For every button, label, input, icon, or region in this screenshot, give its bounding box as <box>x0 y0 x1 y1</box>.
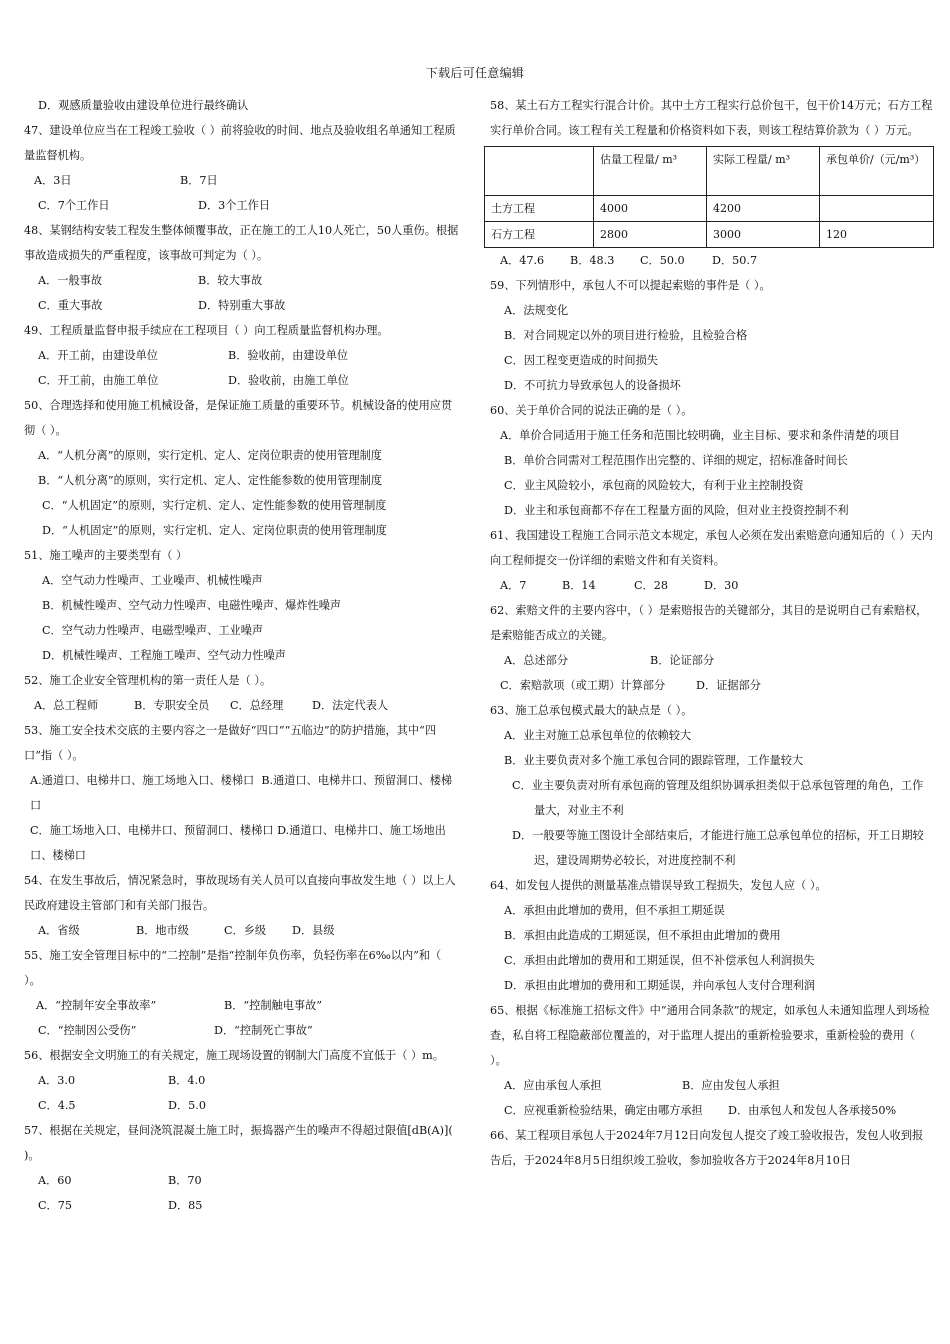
page-header: 下载后可任意编辑 <box>425 66 525 80</box>
option-b: B.通道口、电梯井口、预留洞口、楼梯口 <box>30 774 453 812</box>
option-c: C．业主要负责对所有承包商的管理及组织协调承担类似于总承包管理的角色，工作量大，对业主不利 <box>512 779 924 817</box>
options-48-ab <box>24 268 460 293</box>
options-57-cd <box>24 1193 460 1218</box>
option-a: A．业主对施工总承包单位的依赖较大 <box>504 729 692 742</box>
option-c: C．重大事故 <box>38 299 103 312</box>
question-56: 56、根据安全文明施工的有关规定，施工现场设置的钢制大门高度不宜低于（ ）m。 <box>24 1049 444 1062</box>
table-header-cell: 估量工程量/ m³ <box>594 147 707 196</box>
option-d: D．“控制死亡事故” <box>214 1024 313 1037</box>
table-header-cell: 承包单价/（元/m³） <box>820 147 934 196</box>
options-47-ab <box>24 168 460 193</box>
option-b: B．70 <box>168 1174 202 1187</box>
table-header-row <box>485 147 934 196</box>
option-b: B．单价合同需对工程范围作出完整的、详细的规定，招标准备时间长 <box>504 454 848 467</box>
price-table <box>484 146 934 248</box>
options-53-cd <box>24 818 460 868</box>
option-d: D.通道口、电梯井口、施工场地出口、楼梯口 <box>30 824 446 862</box>
table-header-cell: 实际工程量/ m³ <box>707 147 820 196</box>
option-b: B．对合同规定以外的项目进行检验，且检验合格 <box>504 329 748 342</box>
question-52: 52、施工企业安全管理机构的第一责任人是（ ）。 <box>24 674 272 687</box>
question-65: 65、根据《标准施工招标文件》中“通用合同条款”的规定，如承包人未通知监理人到场检查，私自将工程隐蔽部位覆盖的，对于监理人提出的重新检验要求，重新检验的费用（ ）。 <box>490 1004 930 1067</box>
question-61: 61、我国建设工程施工合同示范文本规定，承包人必须在发出索赔意向通知后的（ ）天内向工程师提交一份详细的索赔文件和有关资料。 <box>490 529 933 567</box>
option-d: D．承担由此增加的费用和工期延误，并向承包人支付合理利润 <box>504 979 816 992</box>
option-c: C．业主风险较小，承包商的风险较大，有利于业主控制投资 <box>504 479 804 492</box>
table-cell: 4000 <box>594 196 707 222</box>
option-a: A．总述部分 <box>504 654 569 667</box>
options-47-cd <box>24 193 460 218</box>
option-c: C．因工程变更造成的时间损失 <box>504 354 658 367</box>
option-a: A．“人机分离”的原则，实行定机、定人、定岗位职责的使用管理制度 <box>38 449 382 462</box>
option-d: D．机械性噪声、工程施工噪声、空气动力性噪声 <box>42 649 286 662</box>
question-59: 59、下列情形中，承包人不可以提起索赔的事件是（ ）。 <box>490 279 771 292</box>
option-d: D．50.7 <box>712 254 758 267</box>
table-cell: 2800 <box>594 222 707 248</box>
option-c: C．50.0 <box>640 254 685 267</box>
options-54 <box>24 918 460 943</box>
option-a: A．省级 <box>38 924 80 937</box>
question-64: 64、如发包人提供的测量基准点错误导致工程损失，发包人应（ ）。 <box>490 879 827 892</box>
table-header-cell <box>485 147 594 196</box>
option-d: D．5.0 <box>168 1099 206 1112</box>
options-56-cd <box>24 1093 460 1118</box>
options-48-cd <box>24 293 460 318</box>
option-b: B．“控制触电事故” <box>224 999 322 1012</box>
question-62: 62、索赔文件的主要内容中，（ ）是索赔报告的关键部分，其目的是说明自己有索赔权，是索赔能否成立的关键。 <box>490 604 928 642</box>
option-c: C．开工前，由施工单位 <box>38 374 159 387</box>
question-55: 55、施工安全管理目标中的“二控制”是指“控制年负伤率，负轻伤率在6‰以内”和（ ）。 <box>24 949 442 987</box>
option-b: B．验收前，由建设单位 <box>228 349 349 362</box>
option-d-46: D．观感质量验收由建设单位进行最终确认 <box>38 99 249 112</box>
options-61 <box>490 573 933 598</box>
option-d: D．法定代表人 <box>312 699 389 712</box>
option-d: D．30 <box>704 579 739 592</box>
option-a: A．应由承包人承担 <box>504 1079 602 1092</box>
question-50: 50、合理选择和使用施工机械设备，是保证施工质量的重要环节。机械设备的使用应贯彻（ ）。 <box>24 399 453 437</box>
question-63: 63、施工总承包模式最大的缺点是（ ）。 <box>490 704 693 717</box>
options-55-cd <box>24 1018 460 1043</box>
table-row <box>485 196 934 222</box>
table-cell: 石方工程 <box>485 222 594 248</box>
option-a: A．空气动力性噪声、工业噪声、机械性噪声 <box>42 574 263 587</box>
option-d: D．特别重大事故 <box>198 299 286 312</box>
options-58 <box>490 248 933 273</box>
question-54: 54、在发生事故后，情况紧急时，事故现场有关人员可以直接向事故发生地（ ）以上人民政府建设主管部门和有关部门报告。 <box>24 874 456 912</box>
option-a: A.通道口、电梯井口、施工场地入口、楼梯口 <box>30 774 255 787</box>
option-c: C．7个工作日 <box>38 199 110 212</box>
table-row <box>485 222 934 248</box>
option-b: B．承担由此造成的工期延误，但不承担由此增加的费用 <box>504 929 781 942</box>
options-49-ab <box>24 343 460 368</box>
table-cell: 120 <box>820 222 934 248</box>
table-cell <box>820 196 934 222</box>
option-b: B．4.0 <box>168 1074 206 1087</box>
question-47: 47、建设单位应当在工程竣工验收（ ）前将验收的时间、地点及验收组名单通知工程质量监督机构。 <box>24 124 456 162</box>
table-cell: 3000 <box>707 222 820 248</box>
options-62-ab <box>490 648 933 673</box>
option-b: B．较大事故 <box>198 274 263 287</box>
option-b: B．专职安全员 <box>134 699 210 712</box>
option-b: B．业主要负责对多个施工承包合同的跟踪管理，工作量较大 <box>504 754 804 767</box>
question-51: 51、施工噪声的主要类型有（ ） <box>24 549 188 562</box>
question-57: 57、根据在关规定，昼间浇筑混凝土施工时，振捣器产生的噪声不得超过限值[dB(A)]( )。 <box>24 1124 453 1162</box>
option-c: C．应视重新检验结果，确定由哪方承担 <box>504 1104 703 1117</box>
option-d: D．“人机固定”的原则，实行定机、定人、定岗位职责的使用管理制度 <box>42 524 387 537</box>
option-b: B．论证部分 <box>650 654 715 667</box>
option-a: A．3.0 <box>38 1074 76 1087</box>
options-65-cd <box>490 1098 933 1123</box>
option-c: C．总经理 <box>230 699 284 712</box>
option-d: D．证据部分 <box>696 679 761 692</box>
option-c: C．4.5 <box>38 1099 76 1112</box>
option-c: C．乡级 <box>224 924 267 937</box>
question-60: 60、关于单价合同的说法正确的是（ ）。 <box>490 404 693 417</box>
option-a: A．“控制年安全事故率” <box>36 999 157 1012</box>
option-b: B．应由发包人承担 <box>682 1079 780 1092</box>
options-56-ab <box>24 1068 460 1093</box>
question-58: 58、某土石方工程实行混合计价。其中土方工程实行总价包干，包干价14万元；石方工程实行单价合同。该工程有关工程量和价格资料如下表，则该工程结算价款为（ ）万元。 <box>490 99 933 137</box>
option-a: A．60 <box>38 1174 72 1187</box>
option-c: C．“人机固定”的原则，实行定机、定人、定性能参数的使用管理制度 <box>42 499 387 512</box>
question-66: 66、某工程项目承包人于2024年7月12日向发包人提交了竣工验收报告，发包人收到报告后，于2024年8月5日组织竣工验收，参加验收各方于2024年8月10日 <box>490 1129 924 1167</box>
options-53-ab <box>24 768 460 818</box>
right-column <box>490 93 933 1173</box>
option-b: B．“人机分离”的原则，实行定机、定人、定性能参数的使用管理制度 <box>38 474 383 487</box>
option-a: A．总工程师 <box>34 699 99 712</box>
option-c: C．“控制因公受伤” <box>38 1024 137 1037</box>
option-c: C．75 <box>38 1199 72 1212</box>
option-c: C．28 <box>634 579 668 592</box>
option-b: B．7日 <box>180 174 218 187</box>
option-d: D．县级 <box>292 924 335 937</box>
option-c: C．施工场地入口、电梯井口、预留洞口、楼梯口 <box>30 824 274 837</box>
option-a: A．3日 <box>34 174 72 187</box>
option-d: D．一般要等施工图设计全部结束后，才能进行施工总承包单位的招标，开工日期较迟，建设周期势必较长，对进度控制不利 <box>512 829 924 867</box>
option-c: C．承担由此增加的费用和工期延误，但不补偿承包人利润损失 <box>504 954 815 967</box>
options-62-cd <box>490 673 933 698</box>
option-a: A．承担由此增加的费用，但不承担工期延误 <box>504 904 725 917</box>
option-a: A．一般事故 <box>38 274 103 287</box>
options-65-ab <box>490 1073 933 1098</box>
table-cell: 土方工程 <box>485 196 594 222</box>
option-b: B．48.3 <box>570 254 615 267</box>
option-d: D．3个工作日 <box>198 199 271 212</box>
option-c: C．空气动力性噪声、电磁型噪声、工业噪声 <box>42 624 264 637</box>
options-55-ab <box>24 993 460 1018</box>
left-column <box>24 93 460 1218</box>
option-d: D．业主和承包商都不存在工程量方面的风险，但对业主投资控制不利 <box>504 504 849 517</box>
option-a: A．开工前，由建设单位 <box>38 349 158 362</box>
options-49-cd <box>24 368 460 393</box>
option-b: B．14 <box>562 579 596 592</box>
option-a: A．法规变化 <box>504 304 569 317</box>
option-b: B．机械性噪声、空气动力性噪声、电磁性噪声、爆炸性噪声 <box>42 599 342 612</box>
option-a: A．47.6 <box>500 254 545 267</box>
question-49: 49、工程质量监督申报手续应在工程项目（ ）向工程质量监督机构办理。 <box>24 324 389 337</box>
options-52 <box>24 693 460 718</box>
question-53: 53、施工安全技术交底的主要内容之一是做好“四口”“五临边”的防护措施，其中“四口”指（ ）。 <box>24 724 437 762</box>
option-c: C．索赔款项（或工期）计算部分 <box>500 679 666 692</box>
option-a: A．7 <box>500 579 527 592</box>
option-b: B．地市级 <box>136 924 189 937</box>
option-d: D．85 <box>168 1199 203 1212</box>
option-d: D．不可抗力导致承包人的设备损坏 <box>504 379 681 392</box>
option-a: A．单价合同适用于施工任务和范围比较明确，业主目标、要求和条件清楚的项目 <box>500 429 900 442</box>
option-d: D．验收前，由施工单位 <box>228 374 349 387</box>
option-d: D．由承包人和发包人各承接50% <box>728 1104 897 1117</box>
question-48: 48、某钢结构安装工程发生整体倾覆事故，正在施工的工人10人死亡，50人重伤。根据事故造成损失的严重程度，该事故可判定为（ ）。 <box>24 224 459 262</box>
options-57-ab <box>24 1168 460 1193</box>
table-cell: 4200 <box>707 196 820 222</box>
